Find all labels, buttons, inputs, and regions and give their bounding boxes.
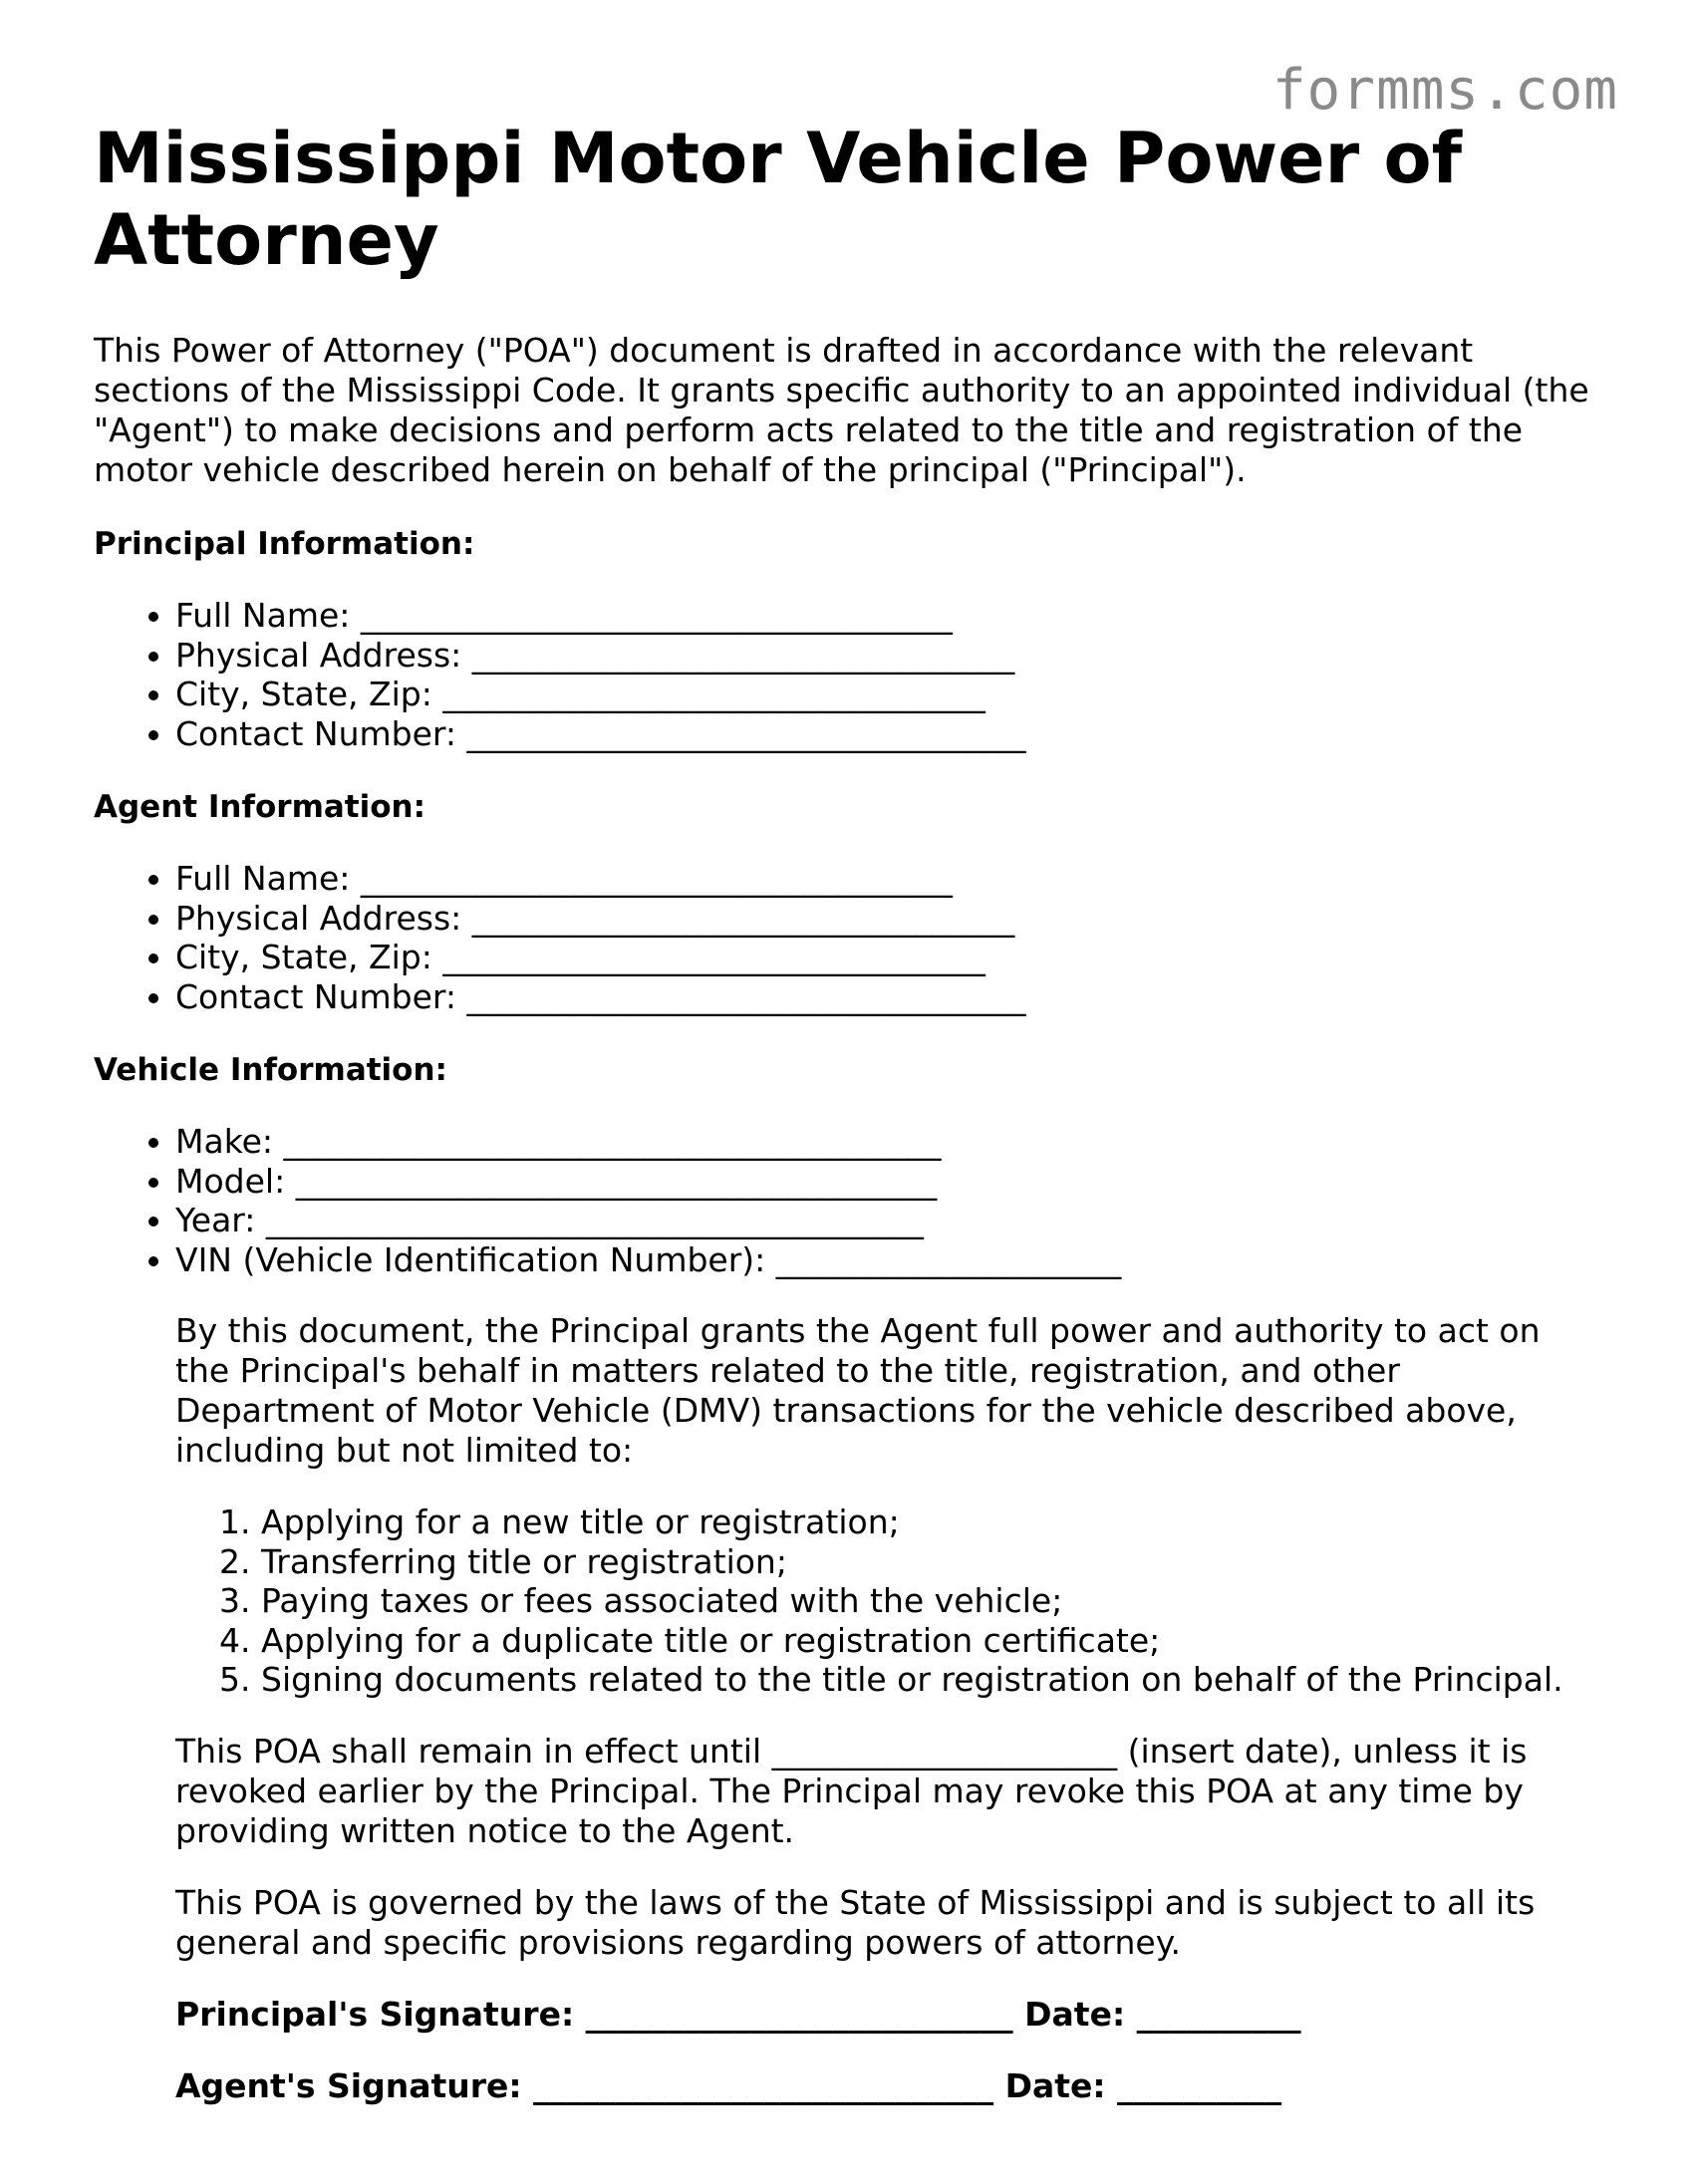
principal-heading: Principal Information: — [94, 526, 475, 562]
principal-full-name-field[interactable]: • Full Name: ____________________________________ — [175, 596, 1598, 636]
vehicle-vin-field[interactable]: • VIN (Vehicle Identification Number): _____________________ — [175, 1240, 1598, 1280]
document-page — [94, 118, 1598, 2106]
vehicle-model-field[interactable]: • Model: _______________________________________ — [175, 1162, 1598, 1202]
effect-paragraph: This POA shall remain in effect until _____________________ (insert date), unless it is revoked earlier by the Principal. The Principal may revoke this POA at any time by providing written notice to the Agent. — [175, 1731, 1528, 1850]
vehicle-fields — [94, 1122, 1598, 1279]
watermark: formms.com — [1271, 58, 1618, 123]
power-item: 3. Paying taxes or fees associated with the vehicle; — [261, 1581, 1598, 1621]
vehicle-year-field[interactable]: • Year: ________________________________________ — [175, 1201, 1598, 1240]
agent-contact-field[interactable]: • Contact Number: __________________________________ — [175, 977, 1598, 1017]
agent-address-field[interactable]: • Physical Address: _________________________________ — [175, 899, 1598, 939]
principal-signature-line[interactable]: Principal's Signature: __________________________ Date: __________ — [175, 1994, 1301, 2034]
vehicle-heading: Vehicle Information: — [94, 1052, 447, 1088]
power-item: 1. Applying for a new title or registration; — [261, 1502, 1598, 1542]
principal-address-field[interactable]: • Physical Address: _________________________________ — [175, 636, 1598, 676]
power-item: 5. Signing documents related to the title or registration on behalf of the Principal. — [261, 1660, 1598, 1700]
powers-list — [94, 1502, 1598, 1700]
agent-signature-line[interactable]: Agent's Signature: ____________________________ Date: __________ — [175, 2065, 1282, 2105]
agent-fields — [94, 859, 1598, 1016]
vehicle-make-field[interactable]: • Make: ________________________________________ — [175, 1122, 1598, 1162]
governing-law-paragraph: This POA is governed by the laws of the State of Mississippi and is subject to all its general and specific provisions regarding powers of attorney. — [175, 1882, 1536, 1962]
intro-paragraph: This Power of Attorney ("POA") document is drafted in accordance with the relevant sections of the Mississippi Code. It grants specific authority to an appointed individual (the "Agent") to make decisions and perform acts related to the title and registration of the motor vehicle described herein on behalf of the principal ("Principal"). — [94, 331, 1589, 489]
principal-city-field[interactable]: • City, State, Zip: _________________________________ — [175, 675, 1598, 714]
grant-paragraph: By this document, the Principal grants the Agent full power and authority to act on the Principal's behalf in matters related to the title, registration, and other Department of Motor Vehicle (DMV) transactions for the vehicle described above, including but not limited to: — [175, 1311, 1541, 1470]
agent-city-field[interactable]: • City, State, Zip: _________________________________ — [175, 938, 1598, 977]
agent-heading: Agent Information: — [94, 789, 425, 825]
agent-full-name-field[interactable]: • Full Name: ____________________________________ — [175, 859, 1598, 899]
principal-fields — [94, 596, 1598, 753]
principal-contact-field[interactable]: • Contact Number: __________________________________ — [175, 714, 1598, 754]
power-item: 2. Transferring title or registration; — [261, 1542, 1598, 1582]
power-item: 4. Applying for a duplicate title or registration certificate; — [261, 1621, 1598, 1661]
page-title: Mississippi Motor Vehicle Power of Attorney — [94, 118, 1463, 281]
